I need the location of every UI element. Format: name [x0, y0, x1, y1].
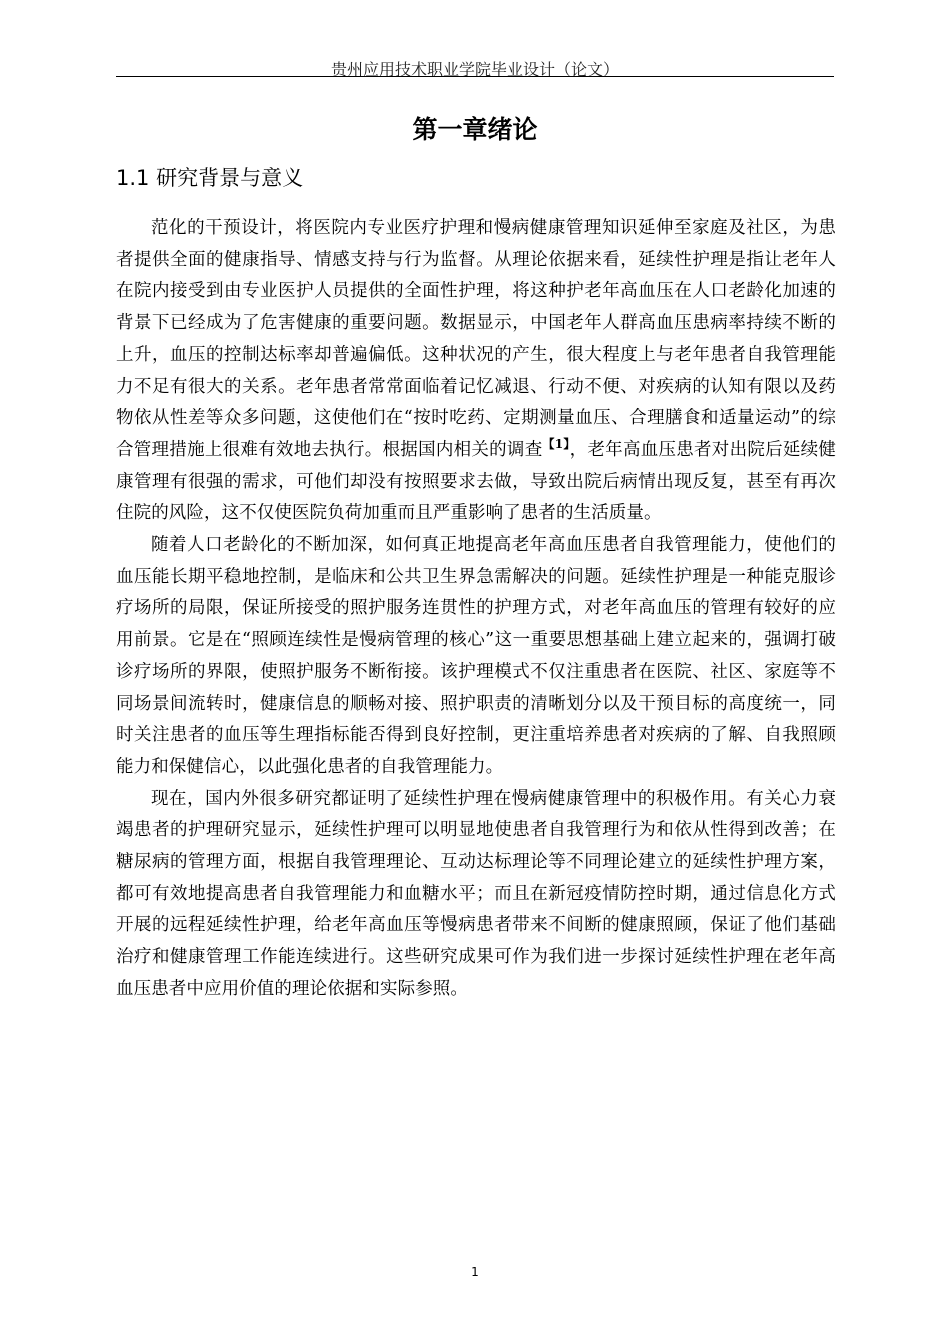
paragraph-1-part-a: 范化的干预设计，将医院内专业医疗护理和慢病健康管理知识延伸至家庭及社区，为患者提供全面的健康指导、情感支持与行为监督。从理论依据来看，延续性护理是指让老年人在院内接受到由专业医护人员提供的全面性护理，将这种护老年高血压在人口老龄化加速的背景下已经成为了危害健康的重要问题。数据显示，中国老年人群高血压患病率持续不断的上升，血压的控制达标率却普遍偏低。这种状况的产生，很大程度上与老年患者自我管理能力不足有很大的关系。老年患者常常面临着记忆减退、行动不便、对疾病的认知有限以及药物依从性差等众多问题，这使他们在“按时吃药、定期测量血压、合理膳食和适量运动”的综合管理措施上很难有效地去执行。根据国内相关的调查 — [116, 218, 836, 460]
chapter-title: 第一章绪论 — [412, 115, 538, 144]
header-rule — [116, 76, 834, 77]
paragraph-1 — [116, 213, 836, 530]
paragraph-3: 现在，国内外很多研究都证明了延续性护理在慢病健康管理中的积极作用。有关心力衰竭患者的护理研究显示，延续性护理可以明显地使患者自我管理行为和依从性得到改善；在糖尿病的管理方面，根据自我管理理论、互动达标理论等不同理论建立的延续性护理方案，都可有效地提高患者自我管理能力和血糖水平；而且在新冠疫情防控时期，通过信息化方式开展的远程延续性护理，给老年高血压等慢病患者带来不间断的健康照顾，保证了他们基础治疗和健康管理工作能连续进行。这些研究成果可作为我们进一步探讨延续性护理在老年高血压患者中应用价值的理论依据和实际参照。 — [116, 788, 836, 999]
citation-marker[interactable]: 【1】 — [542, 437, 570, 452]
section-title: 1.1 研究背景与意义 — [116, 166, 304, 190]
paragraph-2: 随着人口老龄化的不断加深，如何真正地提高老年高血压患者自我管理能力，使他们的血压能长期平稳地控制，是临床和公共卫生界急需解决的问题。延续性护理是一种能克服诊疗场所的局限，保证所接受的照护服务连贯性的护理方式，对老年高血压的管理有较好的应用前景。它是在“照顾连续性是慢病管理的核心”这一重要思想基础上建立起来的，强调打破诊疗场所的界限，使照护服务不断衔接。该护理模式不仅注重患者在医院、社区、家庭等不同场景间流转时，健康信息的顺畅对接、照护职责的清晰划分以及干预目标的高度统一，同时关注患者的血压等生理指标能否得到良好控制，更注重培养患者对疾病的了解、自我照顾能力和保健信心，以此强化患者的自我管理能力。 — [116, 535, 836, 777]
body-text — [116, 213, 836, 1006]
paragraph-1-part-b: ，老年高血压患者对出院后延续健康管理有很强的需求，可他们却没有按照要求去做，导致出院后病情出现反复，甚至有再次住院的风险，这不仅使医院负荷加重而且严重影响了患者的生活质量。 — [116, 439, 837, 524]
page-number: 1 — [471, 1265, 479, 1279]
running-header: 贵州应用技术职业学院毕业设计（论文） — [330, 60, 619, 79]
